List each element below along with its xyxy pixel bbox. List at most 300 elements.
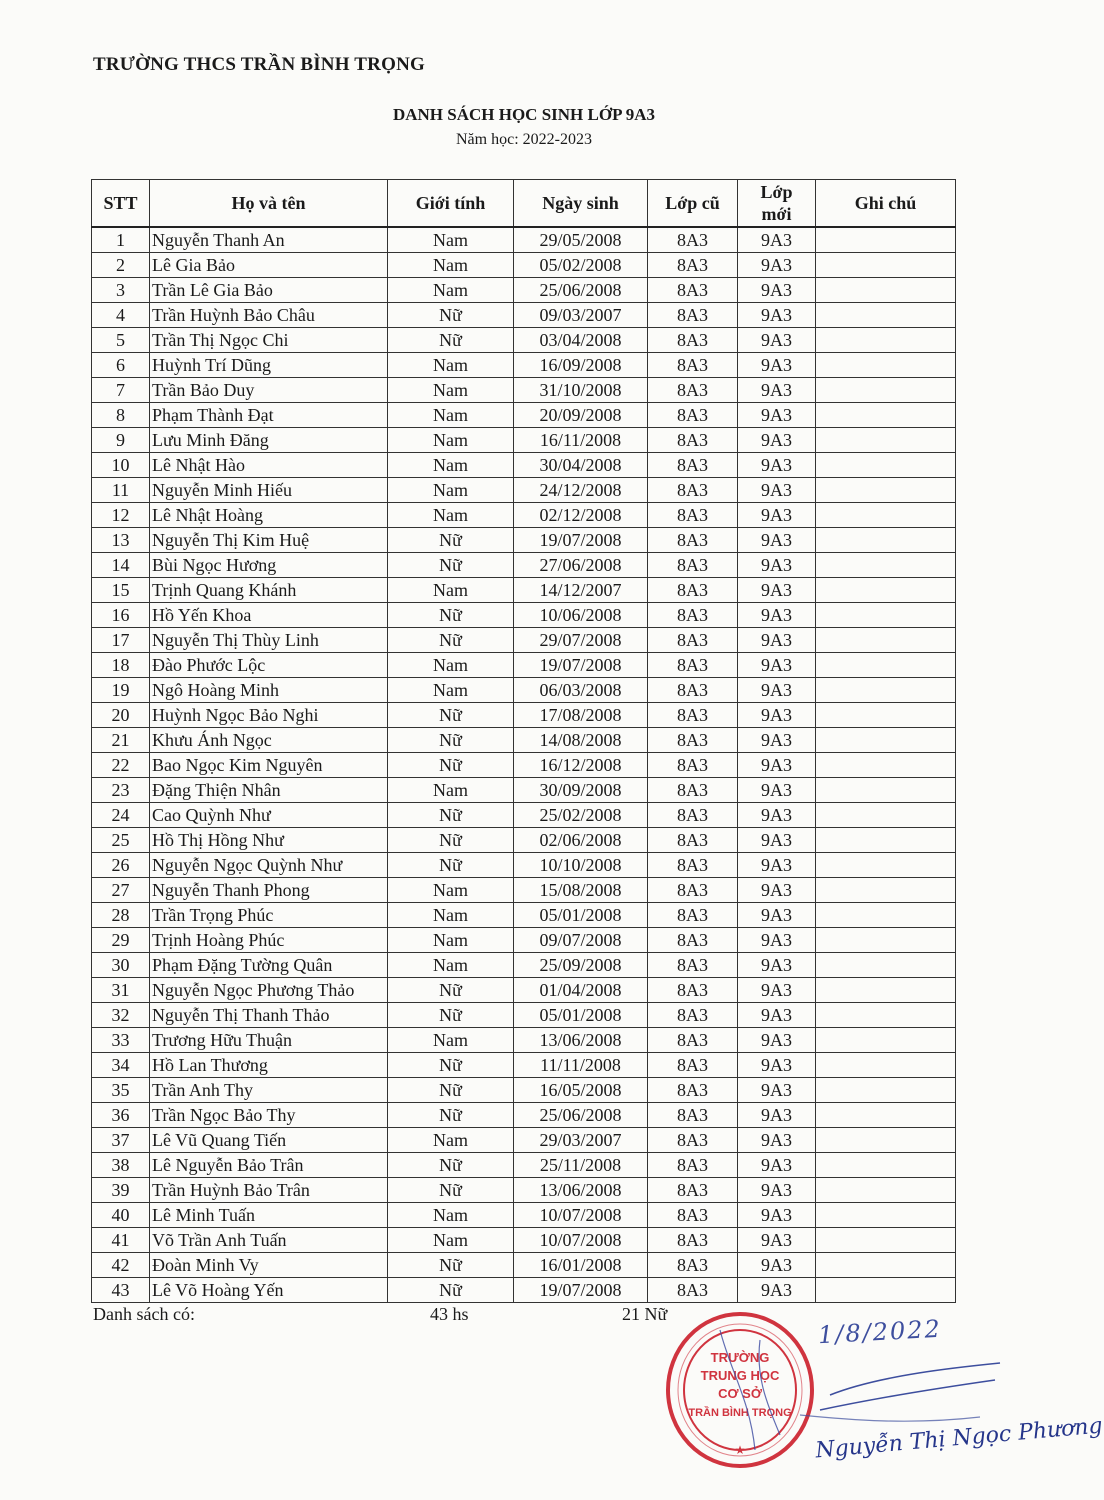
row-new-class: 9A3 — [738, 278, 816, 303]
row-name: Đào Phước Lộc — [150, 653, 388, 678]
row-birthdate: 25/02/2008 — [514, 803, 648, 828]
col-header-note: Ghi chú — [816, 180, 956, 228]
row-name: Hồ Thị Hồng Như — [150, 828, 388, 853]
table-row — [92, 803, 956, 828]
row-note — [816, 278, 956, 303]
row-birthdate: 16/11/2008 — [514, 428, 648, 453]
row-stt: 15 — [92, 578, 150, 603]
row-name: Trần Ngọc Bảo Thy — [150, 1103, 388, 1128]
row-gender: Nam — [388, 503, 514, 528]
table-header-row — [92, 180, 956, 228]
table-row — [92, 1253, 956, 1278]
row-name: Trần Lê Gia Bảo — [150, 278, 388, 303]
row-old-class: 8A3 — [648, 453, 738, 478]
row-gender: Nam — [388, 353, 514, 378]
svg-text:TRUNG HỌC: TRUNG HỌC — [700, 1368, 780, 1383]
row-note — [816, 653, 956, 678]
row-birthdate: 10/10/2008 — [514, 853, 648, 878]
row-old-class: 8A3 — [648, 578, 738, 603]
row-stt: 40 — [92, 1203, 150, 1228]
table-row — [92, 503, 956, 528]
row-new-class: 9A3 — [738, 1253, 816, 1278]
row-stt: 38 — [92, 1153, 150, 1178]
row-note — [816, 303, 956, 328]
row-birthdate: 03/04/2008 — [514, 328, 648, 353]
row-old-class: 8A3 — [648, 1103, 738, 1128]
row-stt: 16 — [92, 603, 150, 628]
row-new-class: 9A3 — [738, 428, 816, 453]
row-stt: 22 — [92, 753, 150, 778]
row-new-class: 9A3 — [738, 503, 816, 528]
row-old-class: 8A3 — [648, 1053, 738, 1078]
row-old-class: 8A3 — [648, 828, 738, 853]
row-old-class: 8A3 — [648, 678, 738, 703]
col-header-name: Họ và tên — [150, 180, 388, 228]
table-row — [92, 1203, 956, 1228]
row-stt: 10 — [92, 453, 150, 478]
row-birthdate: 13/06/2008 — [514, 1028, 648, 1053]
col-header-old-class: Lớp cũ — [648, 180, 738, 228]
row-name: Trần Huỳnh Bảo Trân — [150, 1178, 388, 1203]
table-row — [92, 903, 956, 928]
table-row — [92, 1103, 956, 1128]
row-gender: Nữ — [388, 703, 514, 728]
row-stt: 27 — [92, 878, 150, 903]
row-stt: 36 — [92, 1103, 150, 1128]
row-stt: 31 — [92, 978, 150, 1003]
row-old-class: 8A3 — [648, 903, 738, 928]
row-note — [816, 1228, 956, 1253]
row-old-class: 8A3 — [648, 1153, 738, 1178]
row-birthdate: 16/09/2008 — [514, 353, 648, 378]
row-gender: Nữ — [388, 1053, 514, 1078]
row-name: Nguyễn Thị Thùy Linh — [150, 628, 388, 653]
row-old-class: 8A3 — [648, 878, 738, 903]
row-name: Lê Nhật Hào — [150, 453, 388, 478]
row-birthdate: 30/09/2008 — [514, 778, 648, 803]
row-note — [816, 578, 956, 603]
table-row — [92, 403, 956, 428]
row-birthdate: 02/12/2008 — [514, 503, 648, 528]
row-name: Phạm Thành Đạt — [150, 403, 388, 428]
row-note — [816, 1253, 956, 1278]
row-note — [816, 353, 956, 378]
row-gender: Nam — [388, 253, 514, 278]
table-row — [92, 1128, 956, 1153]
summary-female: 21 Nữ — [622, 1304, 668, 1324]
row-note — [816, 728, 956, 753]
table-row — [92, 953, 956, 978]
row-note — [816, 328, 956, 353]
table-row — [92, 753, 956, 778]
row-old-class: 8A3 — [648, 353, 738, 378]
row-birthdate: 17/08/2008 — [514, 703, 648, 728]
row-name: Khưu Ánh Ngọc — [150, 728, 388, 753]
row-old-class: 8A3 — [648, 378, 738, 403]
row-old-class: 8A3 — [648, 928, 738, 953]
row-birthdate: 20/09/2008 — [514, 403, 648, 428]
row-note — [816, 428, 956, 453]
row-name: Trần Trọng Phúc — [150, 903, 388, 928]
row-birthdate: 10/07/2008 — [514, 1203, 648, 1228]
row-gender: Nam — [388, 578, 514, 603]
row-old-class: 8A3 — [648, 728, 738, 753]
row-note — [816, 878, 956, 903]
row-name: Võ Trần Anh Tuấn — [150, 1228, 388, 1253]
row-gender: Nam — [388, 678, 514, 703]
row-birthdate: 29/07/2008 — [514, 628, 648, 653]
row-birthdate: 27/06/2008 — [514, 553, 648, 578]
row-gender: Nam — [388, 953, 514, 978]
row-stt: 24 — [92, 803, 150, 828]
row-old-class: 8A3 — [648, 253, 738, 278]
row-name: Bao Ngọc Kim Nguyên — [150, 753, 388, 778]
row-stt: 42 — [92, 1253, 150, 1278]
row-name: Trần Anh Thy — [150, 1078, 388, 1103]
row-note — [816, 528, 956, 553]
row-note — [816, 753, 956, 778]
table-row — [92, 728, 956, 753]
row-stt: 3 — [92, 278, 150, 303]
row-new-class: 9A3 — [738, 1228, 816, 1253]
row-new-class: 9A3 — [738, 928, 816, 953]
row-name: Nguyễn Ngọc Phương Thảo — [150, 978, 388, 1003]
table-row — [92, 778, 956, 803]
row-new-class: 9A3 — [738, 528, 816, 553]
row-name: Hồ Yến Khoa — [150, 603, 388, 628]
row-note — [816, 978, 956, 1003]
row-gender: Nữ — [388, 528, 514, 553]
student-table — [91, 179, 956, 1303]
row-birthdate: 19/07/2008 — [514, 653, 648, 678]
row-stt: 32 — [92, 1003, 150, 1028]
row-new-class: 9A3 — [738, 803, 816, 828]
table-row — [92, 553, 956, 578]
table-row — [92, 453, 956, 478]
row-birthdate: 15/08/2008 — [514, 878, 648, 903]
row-name: Nguyễn Ngọc Quỳnh Như — [150, 853, 388, 878]
row-stt: 26 — [92, 853, 150, 878]
row-birthdate: 19/07/2008 — [514, 528, 648, 553]
row-name: Trần Bảo Duy — [150, 378, 388, 403]
row-old-class: 8A3 — [648, 1003, 738, 1028]
row-note — [816, 853, 956, 878]
table-row — [92, 1028, 956, 1053]
table-row — [92, 978, 956, 1003]
row-birthdate: 16/01/2008 — [514, 1253, 648, 1278]
table-row — [92, 278, 956, 303]
row-gender: Nữ — [388, 1178, 514, 1203]
row-birthdate: 11/11/2008 — [514, 1053, 648, 1078]
row-name: Hồ Lan Thương — [150, 1053, 388, 1078]
signer-name: Nguyễn Thị Ngọc Phương — [814, 1413, 1104, 1464]
table-row — [92, 428, 956, 453]
row-stt: 19 — [92, 678, 150, 703]
row-old-class: 8A3 — [648, 1178, 738, 1203]
row-name: Nguyễn Thị Kim Huệ — [150, 528, 388, 553]
row-old-class: 8A3 — [648, 1203, 738, 1228]
table-row — [92, 853, 956, 878]
row-birthdate: 29/05/2008 — [514, 227, 648, 253]
row-old-class: 8A3 — [648, 1228, 738, 1253]
row-stt: 7 — [92, 378, 150, 403]
row-name: Đoàn Minh Vy — [150, 1253, 388, 1278]
row-old-class: 8A3 — [648, 653, 738, 678]
row-gender: Nữ — [388, 753, 514, 778]
row-gender: Nữ — [388, 1278, 514, 1303]
row-gender: Nữ — [388, 328, 514, 353]
row-new-class: 9A3 — [738, 903, 816, 928]
row-old-class: 8A3 — [648, 1028, 738, 1053]
col-header-birthdate: Ngày sinh — [514, 180, 648, 228]
row-new-class: 9A3 — [738, 603, 816, 628]
row-new-class: 9A3 — [738, 553, 816, 578]
row-note — [816, 1128, 956, 1153]
table-row — [92, 678, 956, 703]
row-stt: 30 — [92, 953, 150, 978]
row-name: Phạm Đặng Tường Quân — [150, 953, 388, 978]
row-note — [816, 1053, 956, 1078]
table-row — [92, 1153, 956, 1178]
row-old-class: 8A3 — [648, 953, 738, 978]
row-new-class: 9A3 — [738, 728, 816, 753]
row-gender: Nữ — [388, 803, 514, 828]
row-name: Trần Huỳnh Bảo Châu — [150, 303, 388, 328]
row-old-class: 8A3 — [648, 528, 738, 553]
row-gender: Nam — [388, 778, 514, 803]
row-new-class: 9A3 — [738, 878, 816, 903]
table-row — [92, 828, 956, 853]
row-old-class: 8A3 — [648, 778, 738, 803]
row-gender: Nữ — [388, 553, 514, 578]
row-new-class: 9A3 — [738, 678, 816, 703]
row-stt: 5 — [92, 328, 150, 353]
row-birthdate: 01/04/2008 — [514, 978, 648, 1003]
row-new-class: 9A3 — [738, 328, 816, 353]
table-row — [92, 1053, 956, 1078]
table-row — [92, 328, 956, 353]
row-new-class: 9A3 — [738, 828, 816, 853]
row-old-class: 8A3 — [648, 1078, 738, 1103]
row-note — [816, 1078, 956, 1103]
school-name: TRƯỜNG THCS TRẦN BÌNH TRỌNG — [93, 54, 425, 75]
school-year: Năm học: 2022-2023 — [456, 131, 592, 148]
row-gender: Nữ — [388, 1003, 514, 1028]
row-birthdate: 16/12/2008 — [514, 753, 648, 778]
row-old-class: 8A3 — [648, 503, 738, 528]
row-new-class: 9A3 — [738, 1203, 816, 1228]
table-row — [92, 703, 956, 728]
svg-text:TRƯỜNG: TRƯỜNG — [710, 1350, 770, 1365]
row-stt: 21 — [92, 728, 150, 753]
table-row — [92, 478, 956, 503]
row-gender: Nam — [388, 928, 514, 953]
row-note — [816, 1178, 956, 1203]
row-new-class: 9A3 — [738, 1128, 816, 1153]
row-old-class: 8A3 — [648, 328, 738, 353]
table-row — [92, 1278, 956, 1303]
row-birthdate: 05/02/2008 — [514, 253, 648, 278]
row-old-class: 8A3 — [648, 753, 738, 778]
row-note — [816, 227, 956, 253]
row-stt: 17 — [92, 628, 150, 653]
summary-label: Danh sách có: — [93, 1304, 195, 1324]
col-header-new-class-label: Lớp mới — [760, 182, 793, 224]
row-new-class: 9A3 — [738, 978, 816, 1003]
row-stt: 18 — [92, 653, 150, 678]
row-stt: 6 — [92, 353, 150, 378]
row-birthdate: 05/01/2008 — [514, 903, 648, 928]
row-name: Lê Võ Hoàng Yến — [150, 1278, 388, 1303]
row-name: Lưu Minh Đăng — [150, 428, 388, 453]
row-stt: 1 — [92, 227, 150, 253]
row-gender: Nữ — [388, 1103, 514, 1128]
row-stt: 39 — [92, 1178, 150, 1203]
row-name: Đặng Thiện Nhân — [150, 778, 388, 803]
table-row — [92, 1003, 956, 1028]
row-note — [816, 953, 956, 978]
row-name: Huỳnh Trí Dũng — [150, 353, 388, 378]
row-new-class: 9A3 — [738, 1028, 816, 1053]
table-row — [92, 353, 956, 378]
row-birthdate: 14/12/2007 — [514, 578, 648, 603]
row-stt: 28 — [92, 903, 150, 928]
row-birthdate: 25/09/2008 — [514, 953, 648, 978]
row-old-class: 8A3 — [648, 428, 738, 453]
row-note — [816, 628, 956, 653]
row-gender: Nam — [388, 403, 514, 428]
col-header-new-class — [738, 180, 816, 228]
row-note — [816, 928, 956, 953]
row-birthdate: 25/11/2008 — [514, 1153, 648, 1178]
row-birthdate: 09/07/2008 — [514, 928, 648, 953]
row-gender: Nam — [388, 1228, 514, 1253]
table-row — [92, 878, 956, 903]
row-gender: Nữ — [388, 1253, 514, 1278]
row-birthdate: 14/08/2008 — [514, 728, 648, 753]
table-row — [92, 378, 956, 403]
row-stt: 37 — [92, 1128, 150, 1153]
row-new-class: 9A3 — [738, 1153, 816, 1178]
row-new-class: 9A3 — [738, 1278, 816, 1303]
row-stt: 20 — [92, 703, 150, 728]
row-new-class: 9A3 — [738, 1178, 816, 1203]
row-old-class: 8A3 — [648, 803, 738, 828]
table-row — [92, 227, 956, 253]
row-stt: 9 — [92, 428, 150, 453]
row-birthdate: 19/07/2008 — [514, 1278, 648, 1303]
row-new-class: 9A3 — [738, 1103, 816, 1128]
row-birthdate: 13/06/2008 — [514, 1178, 648, 1203]
row-name: Nguyễn Minh Hiếu — [150, 478, 388, 503]
row-birthdate: 10/06/2008 — [514, 603, 648, 628]
row-stt: 4 — [92, 303, 150, 328]
row-old-class: 8A3 — [648, 603, 738, 628]
row-gender: Nữ — [388, 728, 514, 753]
row-note — [816, 703, 956, 728]
row-old-class: 8A3 — [648, 703, 738, 728]
row-note — [816, 1153, 956, 1178]
row-stt: 23 — [92, 778, 150, 803]
row-new-class: 9A3 — [738, 778, 816, 803]
table-row — [92, 603, 956, 628]
row-note — [816, 828, 956, 853]
row-name: Trịnh Hoàng Phúc — [150, 928, 388, 953]
row-new-class: 9A3 — [738, 703, 816, 728]
row-new-class: 9A3 — [738, 753, 816, 778]
row-note — [816, 678, 956, 703]
row-birthdate: 09/03/2007 — [514, 303, 648, 328]
row-birthdate: 25/06/2008 — [514, 1103, 648, 1128]
table-row — [92, 578, 956, 603]
row-new-class: 9A3 — [738, 853, 816, 878]
row-note — [816, 378, 956, 403]
row-name: Trần Thị Ngọc Chi — [150, 328, 388, 353]
row-gender: Nữ — [388, 1153, 514, 1178]
row-note — [816, 903, 956, 928]
row-old-class: 8A3 — [648, 403, 738, 428]
document-title: DANH SÁCH HỌC SINH LỚP 9A3 — [392, 105, 656, 124]
row-old-class: 8A3 — [648, 1253, 738, 1278]
row-gender: Nữ — [388, 1078, 514, 1103]
row-new-class: 9A3 — [738, 1003, 816, 1028]
row-note — [816, 478, 956, 503]
svg-text:CƠ SỞ: CƠ SỞ — [718, 1386, 762, 1401]
row-birthdate: 06/03/2008 — [514, 678, 648, 703]
row-stt: 35 — [92, 1078, 150, 1103]
row-name: Bùi Ngọc Hương — [150, 553, 388, 578]
row-gender: Nam — [388, 227, 514, 253]
row-new-class: 9A3 — [738, 628, 816, 653]
row-new-class: 9A3 — [738, 1078, 816, 1103]
row-note — [816, 1203, 956, 1228]
row-gender: Nam — [388, 1028, 514, 1053]
row-note — [816, 778, 956, 803]
row-name: Trịnh Quang Khánh — [150, 578, 388, 603]
row-new-class: 9A3 — [738, 453, 816, 478]
row-new-class: 9A3 — [738, 578, 816, 603]
row-note — [816, 803, 956, 828]
row-note — [816, 503, 956, 528]
row-stt: 41 — [92, 1228, 150, 1253]
row-gender: Nữ — [388, 603, 514, 628]
row-gender: Nữ — [388, 853, 514, 878]
col-header-stt: STT — [92, 180, 150, 228]
row-new-class: 9A3 — [738, 403, 816, 428]
table-row — [92, 1228, 956, 1253]
row-name: Lê Nguyễn Bảo Trân — [150, 1153, 388, 1178]
row-gender: Nữ — [388, 978, 514, 1003]
row-birthdate: 24/12/2008 — [514, 478, 648, 503]
row-stt: 29 — [92, 928, 150, 953]
row-gender: Nữ — [388, 828, 514, 853]
row-name: Lê Gia Bảo — [150, 253, 388, 278]
row-name: Cao Quỳnh Như — [150, 803, 388, 828]
row-note — [816, 603, 956, 628]
row-new-class: 9A3 — [738, 378, 816, 403]
row-new-class: 9A3 — [738, 303, 816, 328]
row-gender: Nam — [388, 478, 514, 503]
row-birthdate: 25/06/2008 — [514, 278, 648, 303]
table-row — [92, 528, 956, 553]
row-new-class: 9A3 — [738, 478, 816, 503]
row-note — [816, 1028, 956, 1053]
row-gender: Nam — [388, 878, 514, 903]
row-new-class: 9A3 — [738, 953, 816, 978]
row-stt: 2 — [92, 253, 150, 278]
table-row — [92, 1078, 956, 1103]
row-gender: Nam — [388, 1128, 514, 1153]
